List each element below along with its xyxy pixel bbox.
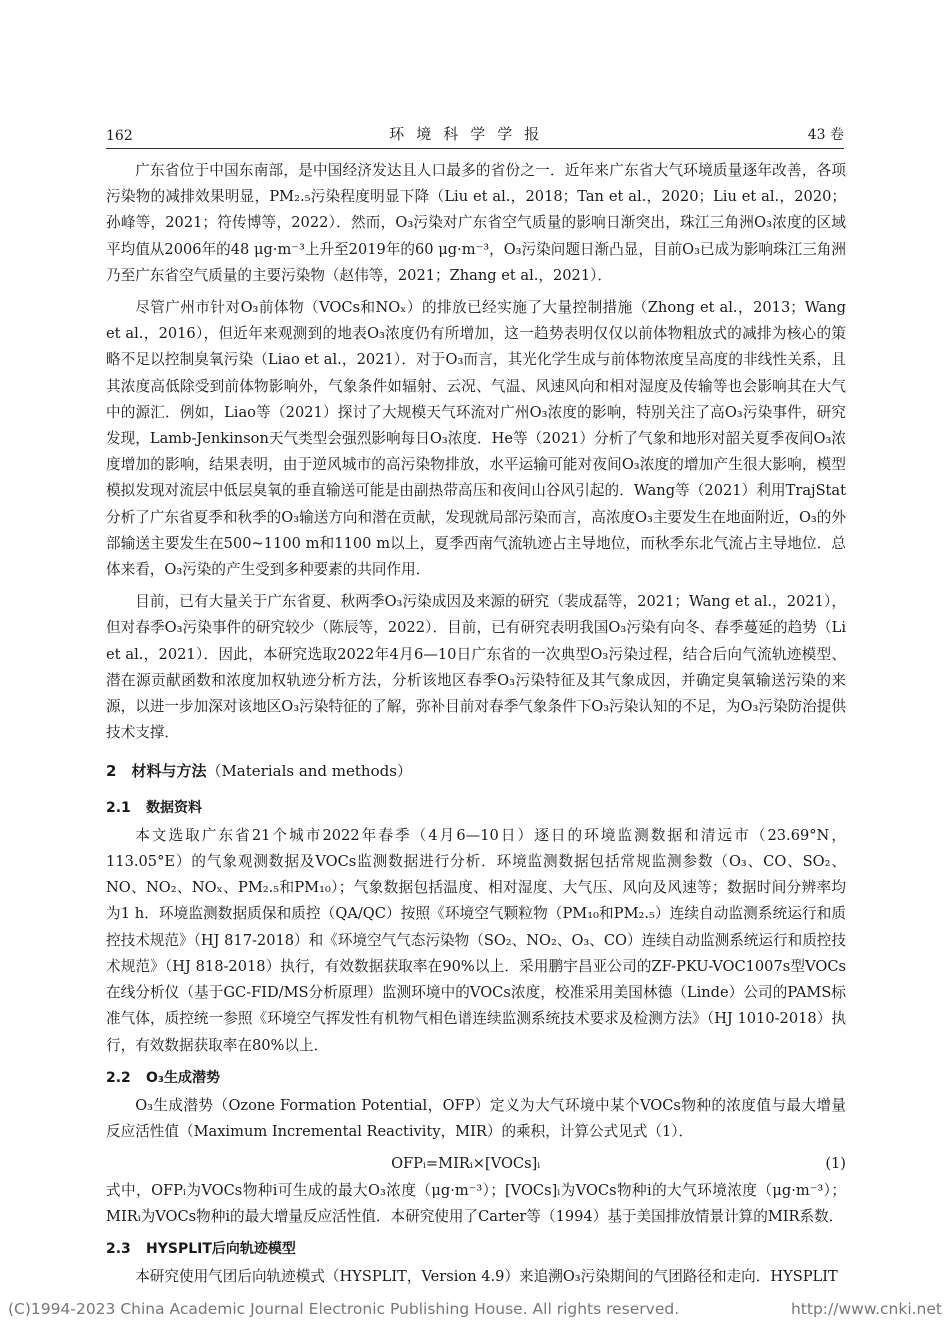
subsection-heading bbox=[106, 1236, 846, 1262]
subsection-number: 2.3 bbox=[106, 1240, 131, 1257]
running-header bbox=[106, 118, 844, 149]
equation-number: (1) bbox=[825, 1155, 846, 1173]
paragraph: 尽管广州市针对O₃前体物（VOCs和NOₓ）的排放已经实施了大量控制措施（Zhong et al.，2013；Wang et al.，2016），但近年来观测到的地表O₃浓度仍有所增加，这一趋势表明仅仅以前体物粗放式的减排为核心的策略不足以控制臭氧污染（Liao et al.，2021）．对于O₃而言，其光化学生成与前体物浓度呈高度的非线性关系，且其浓度高低除受到前体物影响外，气象条件如辐射、云况、气温、风速风向和相对湿度及传输等也会影响其在大气中的源汇．例如，Liao等（2021）探讨了大规模天气环流对广州O₃浓度的影响，特别关注了高O₃污染事件，研究发现，Lamb-Jenkinson天气类型会强烈影响每日O₃浓度．He等（2021）分析了气象和地形对韶关夏季夜间O₃浓度增加的影响，结果表明，由于逆风城市的高污染物排放，水平运输可能对夜间O₃浓度的增加产生很大影响，模型模拟发现对流层中低层臭氧的垂直输送可能是由副热带高压和夜间山谷风引起的．Wang等（2021）利用TrajStat分析了广东省夏季和秋季的O₃输送方向和潜在贡献，发现就局部污染而言，高浓度O₃主要发生在地面附近，O₃的外部输送主要发生在500~1100 m和1100 m以上，夏季西南气流轨迹占主导地位，而秋季东北气流占主导地位．总体来看，O₃污染的产生受到多种要素的共同作用． bbox=[106, 299, 846, 579]
page-number: 162 bbox=[106, 128, 133, 144]
section-title-en: （Materials and methods） bbox=[206, 762, 412, 781]
subsection-heading bbox=[106, 1065, 846, 1091]
paragraph: 本研究使用气团后向轨迹模式（HYSPLIT，Version 4.9）来追溯O₃污染期间的气团路径和走向．HYSPLIT bbox=[135, 1268, 838, 1286]
publisher-url[interactable]: http://www.cnki.net bbox=[790, 1300, 942, 1318]
journal-title: 环境科学学报 bbox=[389, 125, 552, 143]
subsection-number: 2.2 bbox=[106, 1069, 131, 1086]
equation bbox=[106, 1151, 846, 1177]
subsection-heading bbox=[106, 795, 846, 821]
subsection-title: 数据资料 bbox=[146, 799, 202, 816]
subsection-title: O₃生成潜势 bbox=[146, 1069, 221, 1086]
subsection-number: 2.1 bbox=[106, 799, 131, 816]
section-title: 2 材料与方法 bbox=[106, 762, 207, 781]
paragraph: 目前，已有大量关于广东省夏、秋两季O₃污染成因及来源的研究（裴成磊等，2021；Wang et al.，2021），但对春季O₃污染事件的研究较少（陈辰等，2022）．目前，已有研究表明我国O₃污染有向冬、春季蔓延的趋势（Li et al.，2021）．因此，本研究选取2022年4月6—10日广东省的一次典型O₃污染过程，结合后向气流轨迹模型、潜在源贡献函数和浓度加权轨迹分析方法，分析该地区春季O₃污染特征及其气象成因，并确定臭氧输送污染的来源，以进一步加深对该地区O₃污染特征的了解，弥补目前对春季气象条件下O₃污染认知的不足，为O₃污染防治提供技术支撑． bbox=[106, 593, 846, 742]
volume-label: 43 卷 bbox=[807, 127, 844, 143]
subsection-title: HYSPLIT后向轨迹模型 bbox=[146, 1240, 296, 1257]
equation-expression: OFPᵢ=MIRᵢ×[VOCs]ᵢ bbox=[391, 1155, 541, 1173]
paragraph: 式中，OFPᵢ为VOCs物种i可生成的最大O₃浓度（μg·m⁻³）；[VOCs]ᵢ为VOCs物种i的大气环境浓度（μg·m⁻³）；MIRᵢ为VOCs物种i的最大增量反应活性值．本研究使用了Carter等（1994）基于美国排放情景计算的MIR系数． bbox=[106, 1181, 846, 1225]
paragraph: 广东省位于中国东南部，是中国经济发达且人口最多的省份之一．近年来广东省大气环境质量逐年改善，各项污染物的减排效果明显，PM₂.₅污染程度明显下降（Liu et al.，2018；Tan et al.，2020；Liu et al.，2020；孙峰等，2021；符传博等，2022）．然而，O₃污染对广东省空气质量的影响日渐突出，珠江三角洲O₃浓度的区域平均值从2006年的48 μg·m⁻³上升至2019年的60 μg·m⁻³，O₃污染问题日渐凸显，目前O₃已成为影响珠江三角洲乃至广东省空气质量的主要污染物（赵伟等，2021；Zhang et al.，2021）． bbox=[106, 162, 846, 284]
article-body bbox=[106, 158, 846, 1296]
copyright-footer bbox=[0, 1296, 950, 1322]
paragraph: 本文选取广东省21个城市2022年春季（4月6—10日）逐日的环境监测数据和清远市（23.69°N，113.05°E）的气象观测数据及VOCs监测数据进行分析．环境监测数据包括常规监测参数（O₃、CO、SO₂、NO、NO₂、NOₓ、PM₂.₅和PM₁₀）；气象数据包括温度、相对湿度、大气压、风向及风速等；数据时间分辨率均为1 h．环境监测数据质保和质控（QA/QC）按照《环境空气颗粒物（PM₁₀和PM₂.₅）连续自动监测系统运行和质控技术规范》（HJ 817-2018）和《环境空气气态污染物（SO₂、NO₂、O₃、CO）连续自动监测系统运行和质控技术规范》（HJ 818-2018）执行，有效数据获取率在90%以上．采用鹏宇昌亚公司的ZF-PKU-VOC1007s型VOCs在线分析仪（基于GC-FID/MS分析原理）监测环境中的VOCs浓度，校准采用美国林德（Linde）公司的PAMS标准气体，质控统一参照《环境空气挥发性有机物气相色谱连续监测系统技术要求及检测方法》（HJ 1010-2018）执行，有效数据获取率在80%以上． bbox=[106, 826, 846, 1054]
section-heading bbox=[106, 758, 846, 784]
paragraph: O₃生成潜势（Ozone Formation Potential，OFP）定义为大气环境中某个VOCs物种的浓度值与最大增量反应活性值（Maximum Incremental Reactivity，MIR）的乘积，计算公式见式（1）． bbox=[106, 1096, 846, 1141]
copyright-text: (C)1994-2023 China Academic Journal Electronic Publishing House. All rights reserved. bbox=[8, 1300, 680, 1318]
